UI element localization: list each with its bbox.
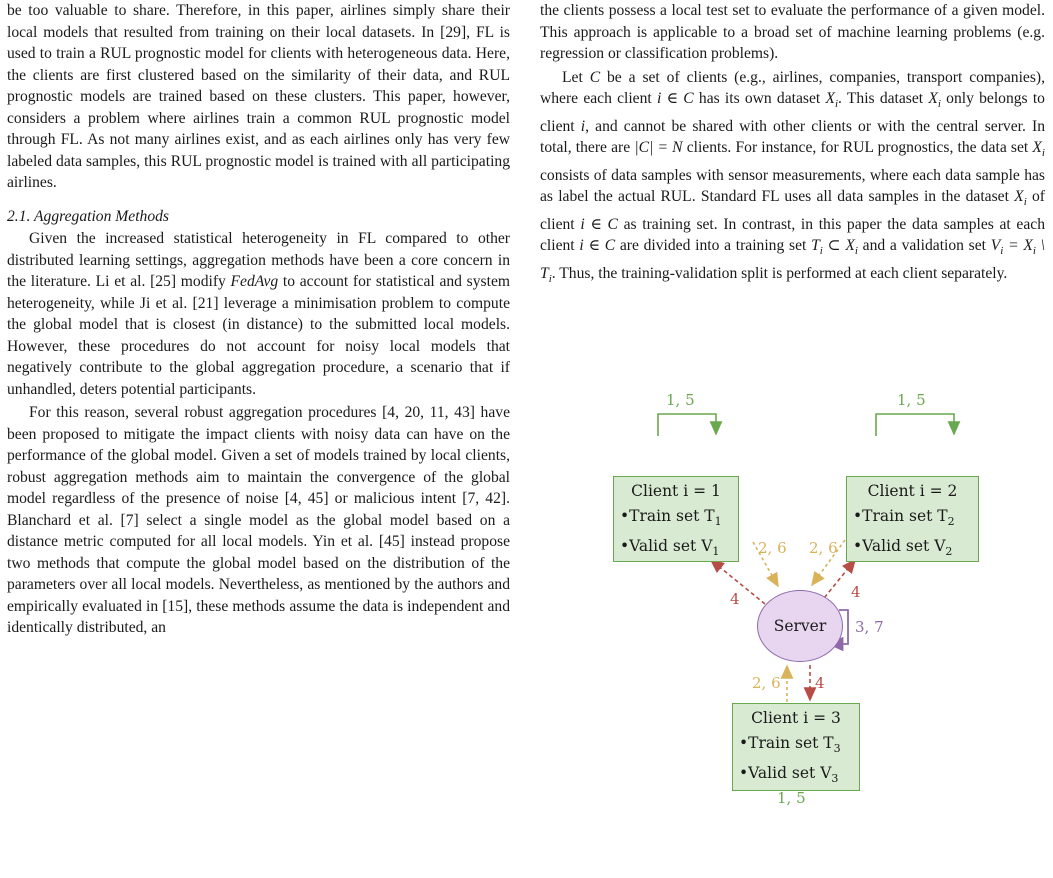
loop-label-client2: 1, 5 bbox=[897, 391, 926, 409]
emphasis-text: FedAvg bbox=[230, 273, 279, 290]
valid-set-item: •Valid set $V_1$ bbox=[620, 537, 720, 559]
federated-learning-diagram bbox=[540, 390, 1053, 878]
label-client2-down: 4 bbox=[851, 583, 861, 601]
valid-set-item: •Valid set $V_3$ bbox=[739, 764, 839, 786]
paragraph: For this reason, several robust aggregation procedures [4, 20, 11, 43] have been proposed to mitigate the impact clients with noisy data can have on the performance of the global model. Given a set of models trained by local clients, robust aggregation methods aim to maintain the convergence of the global model regardless of the presence of noise [4, 45] or malicious intent [7, 42]. Blanchard et al. [7] select a single model as the global model based on a distance metric computed for all local models. Yin et al. [45] instead propose two methods that compute the global model based on the distribution of the parameters over all local models. Nevertheless, as mentioned by the authors and empirically evaluated in [15], these methods assume the data is independent and identically distributed, an bbox=[7, 404, 510, 636]
label-client1-down: 4 bbox=[730, 590, 740, 608]
loop-label-client3: 1, 5 bbox=[777, 789, 806, 807]
server-label: Server bbox=[773, 617, 827, 635]
paragraph: be too valuable to share. Therefore, in this paper, airlines simply share their local models that resulted from training on their local datasets. In [29], FL is used to train a RUL prognostic model for clients with heterogeneous data. Here, the clients are first clustered based on the similarity of their data, and RUL prognostic models are trained based on these clusters. This paper, however, considers a problem where airlines train a common RUL prognostic model through FL. As not many airlines exist, and as each airlines only has very few labeled data samples, this RUL prognostic model is trained with all participating airlines. bbox=[7, 2, 510, 191]
valid-set-item: •Valid set $V_2$ bbox=[853, 537, 953, 559]
label-client3-up: 2, 6 bbox=[752, 674, 781, 692]
client-3-node bbox=[732, 703, 860, 791]
train-set-item: •Train set $T_1$ bbox=[620, 507, 722, 529]
loop-arrow-client1 bbox=[658, 414, 716, 436]
train-set-item: •Train set $T_2$ bbox=[853, 507, 955, 529]
label-client3-down: 4 bbox=[815, 674, 825, 692]
right-column bbox=[540, 0, 1045, 291]
paragraph: Given the increased statistical heterogeneity in FL compared to other distributed learning settings, aggregation methods have been a core concern in the literature. Li et al. [25] modify FedAvg to account for statistical and system heterogeneity, while Ji et al. [21] leverage a minimisation problem to compute the global model that is closest (in distance) to the submitted local models. However, these procedures do not account for noisy local models that negatively contribute to the global aggregation procedure, a scenario that if unhandled, deters potential participants. bbox=[7, 230, 510, 398]
server-loop-label: 3, 7 bbox=[855, 618, 884, 636]
client-title: Client i = 1 bbox=[631, 482, 721, 500]
client-2-node bbox=[846, 476, 979, 562]
loop-label-client1: 1, 5 bbox=[666, 391, 695, 409]
train-set-item: •Train set $T_3$ bbox=[739, 734, 841, 756]
paragraph: the clients possess a local test set to evaluate the performance of a given model. This approach is applicable to a broad set of machine learning problems (e.g. regression or classification problems). bbox=[540, 2, 1045, 62]
section-heading: 2.1. Aggregation Methods bbox=[7, 207, 169, 225]
client-title: Client i = 2 bbox=[867, 482, 958, 500]
paragraph: Let C be a set of clients (e.g., airlines, companies, transport companies), where each client i ∈ C has its own dataset $X_i$. This dataset $X_i$ only belongs to client i, and cannot be shared with other clients or with the central server. In total, there are |C| = N clients. For instance, for RUL prognostics, the data set $X_i$ consists of data samples with sensor measurements, where each data sample has as label the actual RUL. Standard FL uses all data samples in the dataset $X_i$ of client i ∈ C as training set. In contrast, in this paper the data samples at each client i ∈ C are divided into a training set $T_i$ ⊂ $X_i$ and a validation set $V_i = X_i$ \ $T_i$. Thus, the training-validation split is performed at each client separately. bbox=[540, 68, 1045, 286]
server-node bbox=[757, 590, 843, 662]
label-client2-up: 2, 6 bbox=[809, 539, 838, 557]
label-client1-up: 2, 6 bbox=[758, 539, 787, 557]
left-column bbox=[7, 0, 510, 639]
loop-arrow-client2 bbox=[876, 414, 954, 436]
client-1-node bbox=[613, 476, 739, 562]
client-title: Client i = 3 bbox=[751, 709, 841, 727]
